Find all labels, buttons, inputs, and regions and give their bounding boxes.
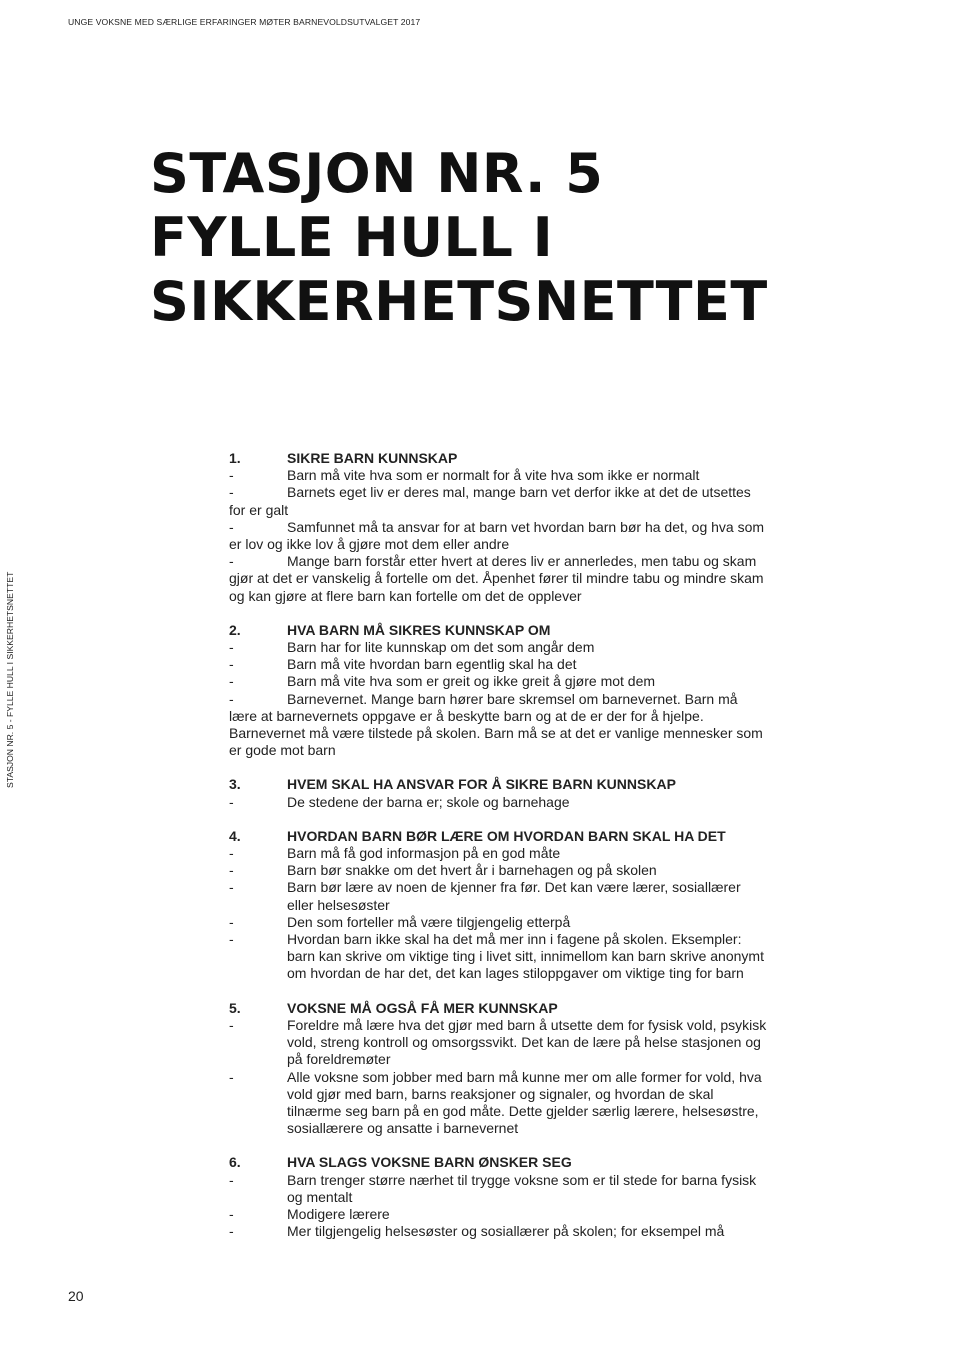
list-item-text: Alle voksne som jobber med barn må kunne mer om alle former for vold, hva vold gjør med barn, barns reaksjoner og signaler, og hvordan de skal tilnærme seg barn på en god måte. Dette gjelder særlig lærere, helsesøstre, sosiallærere og ansatte i barnevernet <box>287 1068 762 1137</box>
section-title: HVA BARN MÅ SIKRES KUNNSKAP OM <box>287 621 551 638</box>
page-number: 20 <box>68 1288 84 1304</box>
section-3 <box>229 776 769 810</box>
dash-bullet: - <box>229 656 234 673</box>
list-item-text: De stedene der barna er; skole og barnehage <box>287 793 570 810</box>
list-item <box>229 673 769 690</box>
section-heading <box>229 622 769 639</box>
list-item-text: Barn må vite hvordan barn egentlig skal ha det <box>287 656 577 673</box>
list-item <box>229 656 769 673</box>
section-4 <box>229 828 769 983</box>
title-line-3: SIKKERHETSNETTET <box>150 270 768 333</box>
dash-bullet: - <box>229 1171 234 1188</box>
list-item-text: Barnevernet. Mange barn hører bare skremsel om barnevernet. Barn må lære at barnevernets oppgave er å beskytte barn og at de er der for å hjelpe. Barnevernet må være tilstede på skolen. Barn må se at det er vanlige mennesker som er gode mot barn <box>229 690 763 759</box>
section-6 <box>229 1154 769 1240</box>
section-title: HVORDAN BARN BØR LÆRE OM HVORDAN BARN SKAL HA DET <box>287 827 726 844</box>
content-body <box>229 450 769 1257</box>
section-heading <box>229 1000 769 1017</box>
section-title: HVA SLAGS VOKSNE BARN ØNSKER SEG <box>287 1154 572 1171</box>
section-heading <box>229 828 769 845</box>
list-item-text: Barnets eget liv er deres mal, mange barn vet derfor ikke at det de utsettes for er galt <box>229 484 751 518</box>
dash-bullet: - <box>229 913 234 930</box>
list-item <box>229 1223 769 1240</box>
list-item-text: Mange barn forstår etter hvert at deres liv er annerledes, men tabu og skam gjør at det er vanskelig å fortelle om det. Åpenhet fører til mindre tabu og mindre skam og kan gjøre at flere barn kan fortelle om det de opplever <box>229 553 764 604</box>
list-item <box>229 1017 769 1069</box>
list-item-text: Samfunnet må ta ansvar for at barn vet hvordan barn bør ha det, og hva som er lov og ikke lov å gjøre mot dem eller andre <box>229 518 765 553</box>
list-item-text: Barn må vite hva som er greit og ikke greit å gjøre mot dem <box>287 673 656 690</box>
list-item-text: Barn bør lære av noen de kjenner fra før. Det kan være lærer, sosiallærer eller helsesøster <box>287 879 741 913</box>
dash-bullet: - <box>229 690 234 707</box>
list-item <box>229 879 769 913</box>
section-1 <box>229 450 769 605</box>
running-header: UNGE VOKSNE MED SÆRLIGE ERFARINGER MØTER BARNEVOLDSUTVALGET 2017 <box>68 17 421 27</box>
list-item <box>229 931 769 983</box>
title-line-2: FYLLE HULL I <box>150 206 554 269</box>
section-heading <box>229 776 769 793</box>
dash-bullet: - <box>229 1205 234 1222</box>
section-heading <box>229 1154 769 1171</box>
section-number: 3. <box>229 776 241 793</box>
list-item <box>229 862 769 879</box>
section-title: VOKSNE MÅ OGSÅ FÅ MER KUNNSKAP <box>287 999 558 1016</box>
dash-bullet: - <box>229 673 234 690</box>
dash-bullet: - <box>229 518 234 535</box>
list-item-text: Barn må få god informasjon på en god måte <box>287 845 561 862</box>
dash-bullet: - <box>229 639 234 656</box>
dash-bullet: - <box>229 879 234 896</box>
list-item-text: Mer tilgjengelig helsesøster og sosiallærer på skolen; for eksempel må <box>287 1223 725 1240</box>
dash-bullet: - <box>229 845 234 862</box>
list-item <box>229 1069 769 1138</box>
list-item <box>229 914 769 931</box>
list-item-text: Barn bør snakke om det hvert år i barnehagen og på skolen <box>287 862 657 879</box>
dash-bullet: - <box>229 553 234 570</box>
list-item <box>229 467 769 484</box>
list-item <box>229 691 769 760</box>
section-number: 4. <box>229 827 241 844</box>
list-item <box>229 553 769 605</box>
list-item-text: Barn har for lite kunnskap om det som angår dem <box>287 639 595 656</box>
dash-bullet: - <box>229 484 234 501</box>
list-item <box>229 639 769 656</box>
list-item <box>229 519 769 553</box>
section-number: 6. <box>229 1154 241 1171</box>
list-item <box>229 1206 769 1223</box>
dash-bullet: - <box>229 467 234 484</box>
list-item <box>229 1172 769 1206</box>
side-label: STASJON NR. 5 - FYLLE HULL I SIKKERHETSNETTET <box>5 571 15 788</box>
section-number: 5. <box>229 999 241 1016</box>
section-title: SIKRE BARN KUNNSKAP <box>287 450 458 466</box>
section-heading <box>229 450 769 467</box>
page-title <box>150 142 768 334</box>
list-item-text: Den som forteller må være tilgjengelig etterpå <box>287 913 571 930</box>
dash-bullet: - <box>229 793 234 810</box>
section-title: HVEM SKAL HA ANSVAR FOR Å SIKRE BARN KUNNSKAP <box>287 776 676 793</box>
dash-bullet: - <box>229 1016 234 1033</box>
list-item <box>229 794 769 811</box>
list-item-text: Barn må vite hva som er normalt for å vite hva som ikke er normalt <box>287 467 700 484</box>
section-2 <box>229 622 769 760</box>
list-item-text: Modigere lærere <box>287 1205 390 1222</box>
dash-bullet: - <box>229 862 234 879</box>
list-item <box>229 845 769 862</box>
dash-bullet: - <box>229 1223 234 1240</box>
section-number: 2. <box>229 621 241 638</box>
list-item-text: Foreldre må lære hva det gjør med barn å utsette dem for fysisk vold, psykisk vold, streng kontroll og omsorgssvikt. Det kan de lære på helse stasjonen og på foreldremøter <box>287 1016 767 1068</box>
section-number: 1. <box>229 450 241 466</box>
dash-bullet: - <box>229 931 234 948</box>
title-line-1: STASJON NR. 5 <box>150 142 604 205</box>
list-item <box>229 484 769 518</box>
section-5 <box>229 1000 769 1138</box>
dash-bullet: - <box>229 1068 234 1085</box>
list-item-text: Hvordan barn ikke skal ha det må mer inn i fagene på skolen. Eksempler: barn kan skrive om viktige ting i livet sitt, innimellom kan barn skrive anonymt om hvordan de har det, det kan lages stiloppgaver om viktige ting for barn <box>287 931 764 982</box>
list-item-text: Barn trenger større nærhet til trygge voksne som er til stede for barna fysisk og mentalt <box>287 1171 757 1205</box>
